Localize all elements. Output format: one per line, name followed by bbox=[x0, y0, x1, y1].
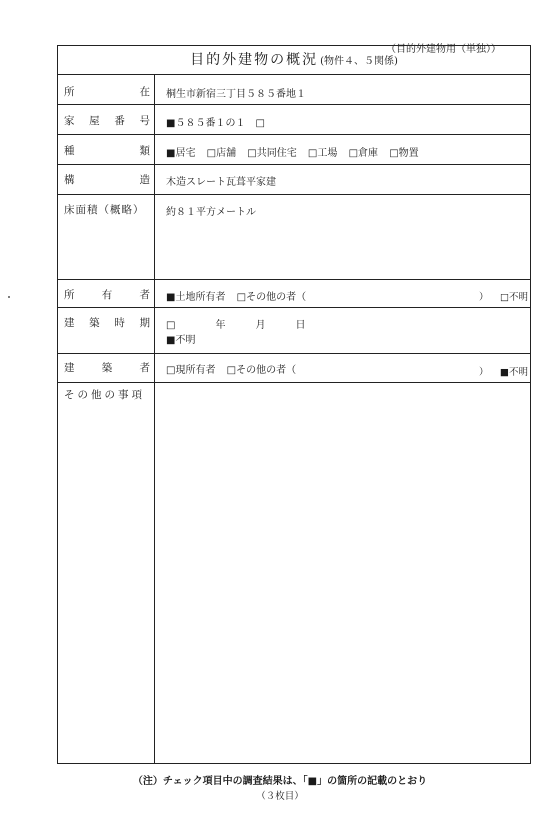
label-structure: 構 造 bbox=[64, 174, 150, 186]
footnote: （注）チェック項目中の調査結果は、「■」の箇所の記載のとおり bbox=[132, 776, 428, 787]
owner-close-paren: ） bbox=[479, 292, 489, 303]
type-option-residence: ■居宅 bbox=[166, 148, 196, 159]
builder-unknown: ■不明 bbox=[500, 367, 528, 378]
row-divider bbox=[58, 104, 530, 105]
builder-close-paren: ） bbox=[479, 367, 489, 378]
label-other-matters: その他の事項 bbox=[64, 389, 145, 401]
type-option-factory: □工場 bbox=[307, 148, 338, 159]
builder-option-current-owner: □現所有者 bbox=[166, 365, 216, 376]
header-note: （目的外建物用（単独）） bbox=[386, 44, 501, 55]
value-builder-options bbox=[166, 361, 304, 376]
row-divider bbox=[58, 353, 530, 354]
label-type: 種 類 bbox=[64, 145, 150, 157]
scan-speck bbox=[8, 296, 10, 298]
type-option-warehouse: □倉庫 bbox=[348, 148, 379, 159]
value-house-number: ■５８５番１の１ □ bbox=[166, 118, 265, 129]
label-build-time: 建 築 時 期 bbox=[64, 317, 150, 329]
value-location: 桐生市新宿三丁目５８５番地１ bbox=[166, 89, 306, 100]
row-divider bbox=[58, 279, 530, 280]
form-title: 目的外建物の概況 bbox=[190, 52, 319, 68]
owner-option-landowner: ■土地所有者 bbox=[166, 292, 226, 303]
value-structure: 木造スレート瓦葺平家建 bbox=[166, 177, 276, 188]
building-overview-form bbox=[57, 45, 531, 764]
row-divider bbox=[58, 134, 530, 135]
type-option-shop: □店舗 bbox=[206, 148, 237, 159]
page-number: （３枚目） bbox=[256, 791, 304, 802]
label-house-number: 家 屋 番 号 bbox=[64, 115, 150, 127]
type-option-shed: □物置 bbox=[389, 148, 419, 159]
label-owner: 所 有 者 bbox=[64, 289, 150, 301]
label-floor-area: 床面積（概略） bbox=[64, 204, 145, 216]
column-divider bbox=[154, 74, 155, 763]
owner-unknown: □不明 bbox=[500, 292, 528, 303]
value-owner-options bbox=[166, 288, 314, 303]
value-floor-area: 約８１平方メートル bbox=[166, 207, 256, 218]
row-divider bbox=[58, 194, 530, 195]
label-builder: 建 築 者 bbox=[64, 362, 150, 374]
builder-option-other: □その他の者（ bbox=[226, 365, 297, 376]
label-location: 所 在 bbox=[64, 86, 150, 98]
title-row bbox=[58, 46, 530, 75]
row-divider bbox=[58, 164, 530, 165]
value-type-options bbox=[166, 144, 427, 159]
form-subtitle: (物件４、５関係) bbox=[320, 56, 398, 67]
type-option-apartment: □共同住宅 bbox=[247, 148, 297, 159]
value-build-unknown: ■不明 bbox=[166, 335, 196, 346]
owner-option-other: □その他の者（ bbox=[236, 292, 307, 303]
row-divider bbox=[58, 307, 530, 308]
row-divider bbox=[58, 382, 530, 383]
value-build-date: □ 年 月 日 bbox=[166, 320, 306, 331]
